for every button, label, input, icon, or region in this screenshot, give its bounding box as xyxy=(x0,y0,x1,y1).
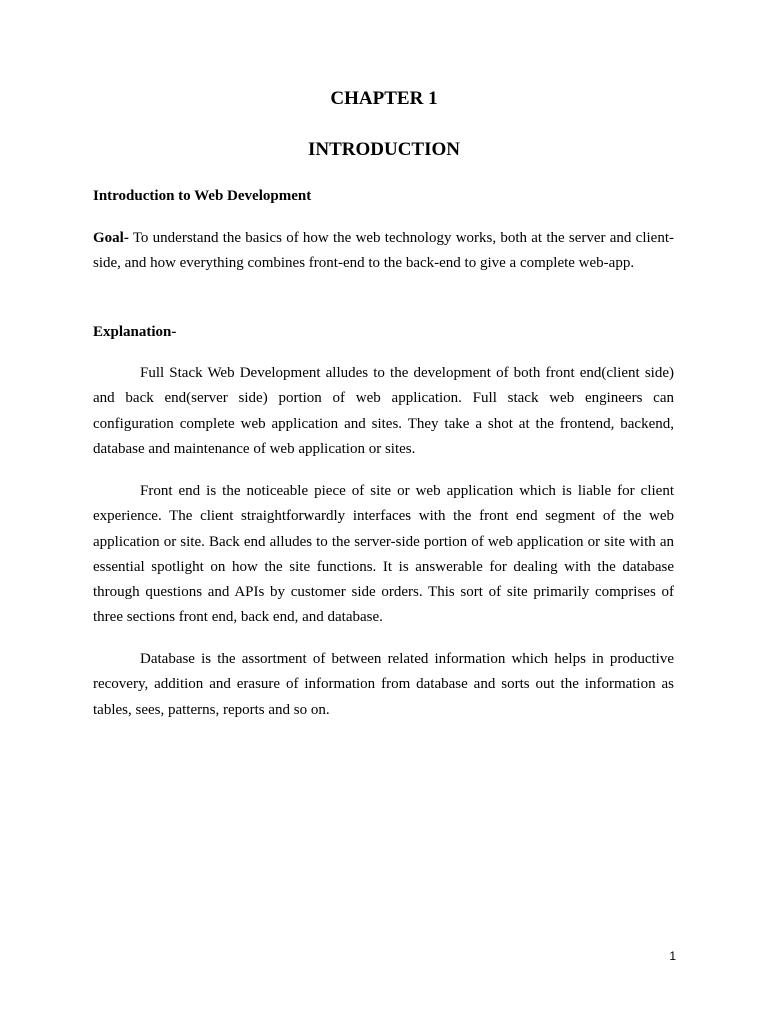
goal-text: To understand the basics of how the web technology works, both at the server and client-side, and how everything combines front-end to the back-end to give a complete web-app. xyxy=(93,230,674,272)
section-heading: INTRODUCTION xyxy=(307,139,461,160)
goal-paragraph xyxy=(93,226,674,277)
chapter-heading: CHAPTER 1 xyxy=(330,88,438,109)
goal-label: Goal- xyxy=(93,230,129,246)
subheading: Introduction to Web Development xyxy=(93,188,312,204)
page-number: 1 xyxy=(669,949,676,963)
body-paragraph: Front end is the noticeable piece of site or web application which is liable for client experience. The client straightforwardly interfaces with the front end segment of the web application or site. Back end alludes to the server-side portion of web application or site with an essential spotlight on how the site functions. It is answerable for dealing with the database through questions and APIs by customer side orders. This sort of site primarily comprises of three sections front end, back end, and database. xyxy=(93,483,674,626)
body-paragraph: Full Stack Web Development alludes to the development of both front end(client side) and back end(server side) portion of web application. Full stack web engineers can configuration complete web application and sites. They take a shot at the frontend, backend, database and maintenance of web application or sites. xyxy=(93,365,674,457)
explanation-label: Explanation- xyxy=(93,324,177,340)
body-paragraph: Database is the assortment of between related information which helps in productive recovery, addition and erasure of information from database and sorts out the information as tables, sees, patterns, reports and so on. xyxy=(93,651,674,718)
